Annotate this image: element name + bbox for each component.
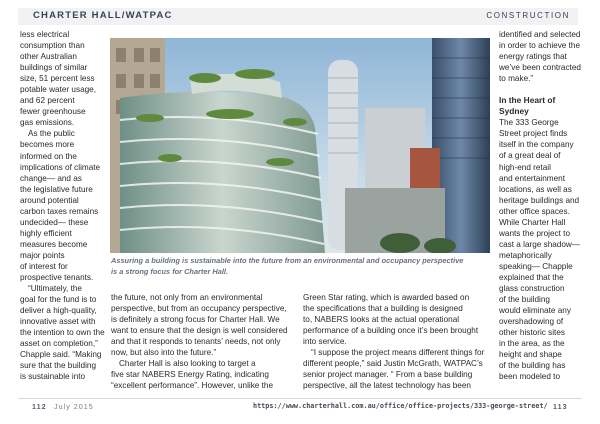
footer-divider — [18, 398, 582, 399]
text-line: and that it responds to tenants’ needs, not only — [111, 337, 281, 347]
text-line: gas emissions. — [20, 118, 75, 128]
text-line: the intention to own the — [20, 328, 105, 338]
text-line: of interest for — [20, 261, 68, 271]
text-line: perspective, but from an occupancy perspective, — [111, 304, 287, 314]
text-line: fewer greenhouse — [20, 107, 86, 117]
issue-date: July 2015 — [54, 402, 94, 411]
text-line: been modeled to — [499, 372, 560, 382]
article-url-link[interactable]: https://www.charterhall.com.au/office/office-projects/333-george-street/ — [253, 402, 548, 410]
text-line: highly efficient — [20, 228, 72, 238]
text-line: major points — [20, 250, 65, 260]
text-line: becomes more — [20, 140, 75, 150]
text-line: glass construction — [499, 284, 565, 294]
column-middle-left — [111, 292, 288, 391]
text-line: cast a large shadow— — [499, 239, 581, 249]
text-line: of the building has — [499, 361, 566, 371]
text-line: is sustainable into — [20, 372, 86, 382]
text-line: overshadowing of — [499, 317, 564, 327]
text-line: five star NABERS Energy Rating, indicating — [111, 370, 269, 380]
text-line: potable water usage, — [20, 85, 97, 95]
text-line: itself in the company — [499, 140, 574, 150]
text-line: of the building — [499, 295, 550, 305]
text-line: to make.” — [499, 74, 534, 84]
text-line: the specifications that a building is designed — [303, 304, 463, 314]
text-line: The 333 George — [499, 118, 559, 128]
page-number-right: 113 — [553, 402, 568, 411]
text-line: perspective, all the latest technology has been — [303, 381, 471, 391]
text-line: locations, as well as — [499, 184, 572, 194]
text-line: and entertainment — [499, 173, 565, 183]
text-line: the future, not only from an environmental — [111, 293, 263, 302]
text-line: innovative asset with — [20, 317, 96, 327]
text-line: we’ve been contracted — [499, 63, 581, 73]
text-line: sure that the building — [20, 361, 97, 371]
text-line: deliver a high-quality, — [20, 306, 97, 316]
text-line: identified and selected — [499, 30, 581, 39]
text-line: Charter Hall is also looking to target a — [119, 359, 256, 369]
text-line: buildings of similar — [20, 63, 88, 73]
caption-line: is a strong focus for Charter Hall. — [111, 266, 229, 276]
column-middle-right — [303, 292, 484, 391]
text-line: into service. — [303, 337, 347, 347]
text-line: in order to achieve the — [499, 41, 581, 51]
text-line: is definitely a strong focus for Charter Hall. We — [111, 315, 280, 325]
header-section: CONSTRUCTION — [486, 11, 570, 20]
text-line: high-end retail — [499, 162, 551, 172]
text-line: Chapple said. “Making — [20, 350, 102, 360]
building-render-photo — [110, 38, 490, 253]
text-line: informed on the — [20, 151, 77, 161]
text-line: less electrical — [20, 30, 70, 39]
text-line: prospective tenants. — [20, 273, 94, 283]
column-right — [499, 29, 581, 382]
text-line: “I suppose the project means different things for — [311, 348, 485, 358]
text-line: heritage buildings and — [499, 195, 580, 205]
header-title: CHARTER HALL/WATPAC — [33, 10, 173, 21]
text-line: “excellent performance”. However, unlike the — [111, 381, 274, 391]
text-line: undecided— these — [20, 217, 89, 227]
text-line: implications of climate — [20, 162, 101, 172]
text-line: different people,” said Justin McGrath, WATPAC’s — [303, 359, 483, 369]
paragraph-gap — [499, 84, 581, 95]
text-line: While Charter Hall — [499, 217, 566, 227]
text-line: to, NABERS looks at the actual operational — [303, 315, 460, 325]
text-line: performance of a building once it’s been brought — [303, 326, 479, 336]
page-number-left: 112 — [32, 402, 47, 411]
text-line: change— and as — [20, 173, 82, 183]
text-line: asset on completion,” — [20, 339, 98, 349]
text-line: want to ensure that the design is well considered — [111, 326, 288, 336]
text-line: Green Star rating, which is awarded based on — [303, 293, 470, 302]
text-line: As the public — [28, 129, 75, 139]
text-line: Street project finds — [499, 129, 568, 139]
text-line: other historic sites — [499, 328, 565, 338]
text-line: would eliminate any — [499, 306, 571, 316]
section-heading: In the Heart of — [499, 95, 556, 106]
text-line: goal for the fund is to — [20, 295, 97, 305]
text-line: height and shape — [499, 350, 562, 360]
text-line: other Australian — [20, 52, 77, 62]
text-line: senior project manager. “ From a base building — [303, 370, 473, 380]
text-line: explained that the — [499, 272, 564, 282]
text-line: speaking— Chapple — [499, 261, 573, 271]
text-line: measures become — [20, 239, 88, 249]
text-line: energy ratings that — [499, 52, 567, 62]
section-heading: Sydney — [499, 106, 529, 117]
caption-line: Assuring a building is sustainable into the future from an environmental and occupancy perspective — [111, 256, 464, 265]
text-line: metaphorically — [499, 250, 552, 260]
text-line: around potential — [20, 195, 79, 205]
text-line: of a great deal of — [499, 151, 561, 161]
text-line: other office spaces. — [499, 206, 570, 216]
text-line: size, 51 percent less — [20, 74, 95, 84]
text-line: and 62 percent — [20, 96, 75, 106]
text-line: wants the project to — [499, 228, 570, 238]
column-left — [20, 29, 105, 383]
text-line: carbon taxes remains — [20, 206, 99, 216]
text-line: in the area, as the — [499, 339, 565, 349]
photo-caption — [111, 256, 463, 277]
text-line: “Ultimately, the — [28, 284, 82, 294]
text-line: the legislative future — [20, 184, 93, 194]
text-line: consumption than — [20, 41, 85, 51]
text-line: now, but also into the future.” — [111, 348, 217, 358]
